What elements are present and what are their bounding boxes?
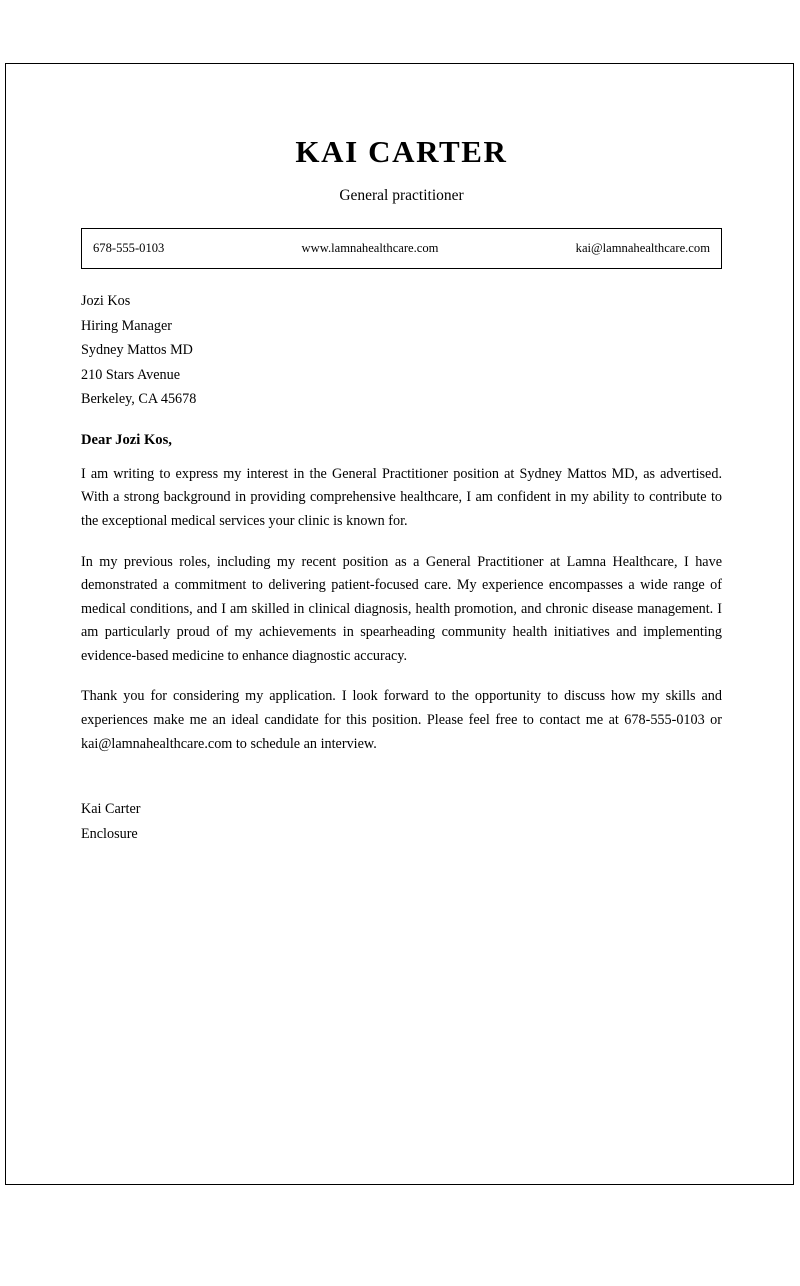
recipient-line-street: 210 Stars Avenue	[81, 366, 181, 383]
recipient-line-name: Jozi Kos	[81, 293, 131, 310]
body-paragraph-3: Thank you for considering my application. I look forward to the opportunity to discuss how my skills and experiences make me an ideal candidate for this position. Please feel free to contact me at 678-555-0103 or kai@lamnahealthcare.com to schedule an interview.	[81, 688, 722, 752]
contact-phone: 678-555-0103	[93, 241, 165, 256]
letter-page	[5, 63, 794, 1185]
enclosure-note: Enclosure	[81, 825, 138, 842]
letter-content	[81, 64, 722, 846]
recipient-line-role: Hiring Manager	[81, 317, 173, 334]
closing-block	[81, 797, 722, 846]
letter-body	[81, 463, 722, 757]
candidate-name: KAI CARTER	[295, 134, 508, 169]
candidate-job-title: General practitioner	[339, 187, 464, 205]
body-paragraph-2: In my previous roles, including my recent position as a General Practitioner at Lamna Healthcare, I have demonstrated a commitment to delivering patient-focused care. My experience encompasses a wide range of medical conditions, and I am skilled in clinical diagnosis, health promotion, and chronic disease management. I am particularly proud of my achievements in spearheading community health initiatives and implementing evidence-based medicine to enhance diagnostic accuracy.	[81, 553, 722, 664]
contact-website: www.lamnahealthcare.com	[301, 241, 439, 256]
recipient-line-company: Sydney Mattos MD	[81, 342, 193, 359]
body-paragraph-1: I am writing to express my interest in the General Practitioner position at Sydney Mattos MD, as advertised. With a strong background in providing comprehensive healthcare, I am confident in my ability to contribute to the exceptional medical services your clinic is known for.	[81, 465, 722, 529]
salutation: Dear Jozi Kos,	[81, 432, 172, 449]
signature-name: Kai Carter	[81, 801, 141, 818]
recipient-line-city-state-zip: Berkeley, CA 45678	[81, 391, 197, 408]
contact-bar	[81, 228, 722, 269]
letter-header	[81, 64, 722, 206]
recipient-address-block	[81, 289, 722, 412]
contact-email: kai@lamnahealthcare.com	[575, 241, 710, 256]
